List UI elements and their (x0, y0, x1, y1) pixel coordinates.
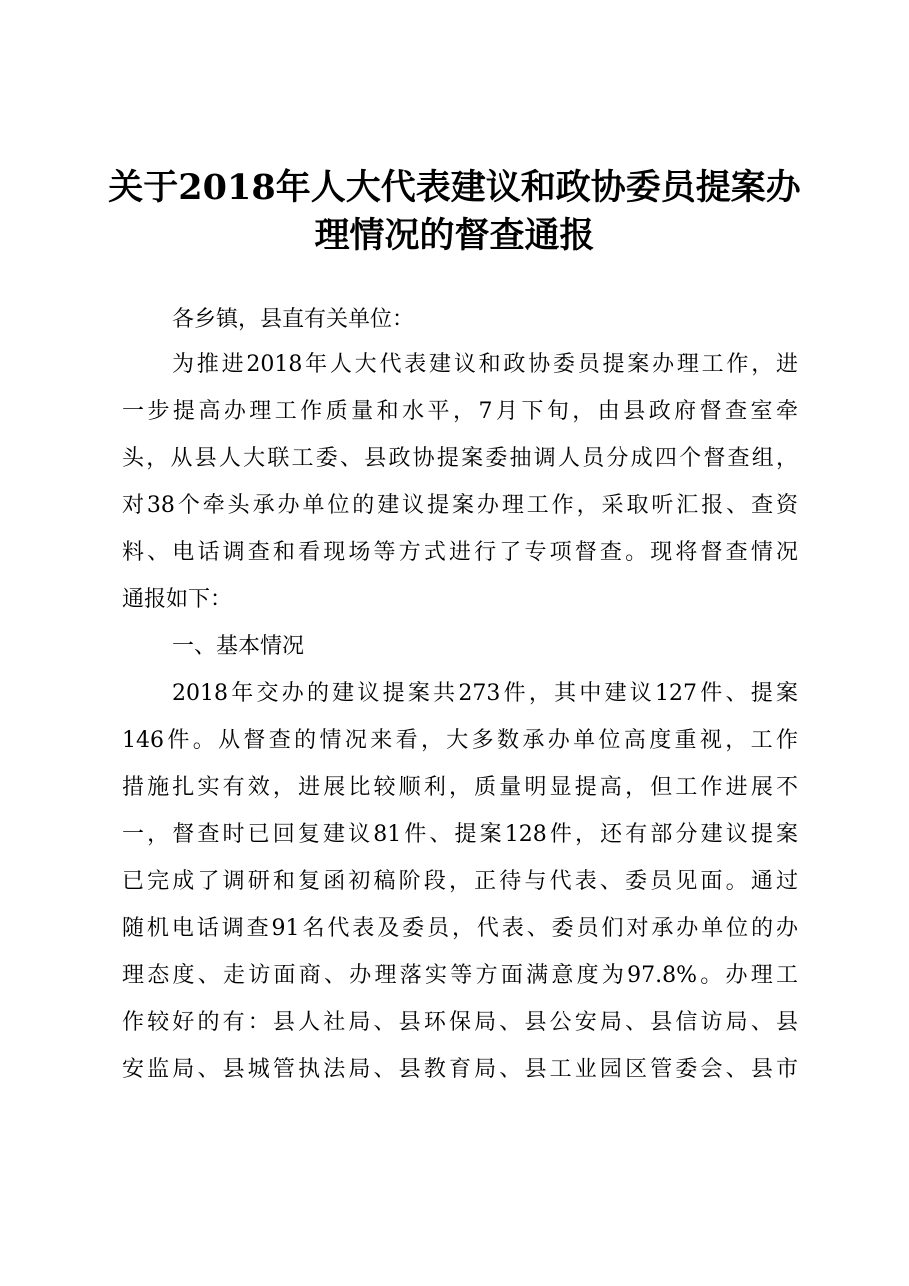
paragraph-2-line-5: 已完成了调研和复函初稿阶段，正待与代表、委员见面。通过 (122, 869, 798, 894)
section-heading-basic-situation: 一、基本情况 (172, 634, 305, 659)
salutation: 各乡镇，县直有关单位： (172, 307, 415, 332)
paragraph-1-line-6: 通报如下： (122, 587, 233, 612)
paragraph-1-line-5: 料、电话调查和看现场等方式进行了专项督查。现将督查情况 (122, 540, 798, 565)
paragraph-2-line-6: 随机电话调查91名代表及委员，代表、委员们对承办单位的办 (122, 916, 798, 941)
paragraph-2-line-1: 2018年交办的建议提案共273件，其中建议127件、提案 (172, 681, 798, 706)
paragraph-2-line-3: 措施扎实有效，进展比较顺利，质量明显提高，但工作进展不 (122, 775, 798, 800)
paragraph-1-line-1: 为推进2018年人大代表建议和政协委员提案办理工作，进 (172, 352, 798, 377)
paragraph-2-line-4: 一，督查时已回复建议81件、提案128件，还有部分建议提案 (122, 822, 798, 847)
paragraph-2-line-7: 理态度、走访面商、办理落实等方面满意度为97.8%。办理工 (122, 963, 798, 988)
paragraph-2-line-9: 安监局、县城管执法局、县教育局、县工业园区管委会、县市 (122, 1057, 798, 1082)
paragraph-1-line-3: 头，从县人大联工委、县政协提案委抽调人员分成四个督查组， (122, 446, 798, 471)
paragraph-1-line-2: 一步提高办理工作质量和水平，7月下旬，由县政府督查室牵 (122, 399, 798, 424)
paragraph-1-line-4: 对38个牵头承办单位的建议提案办理工作，采取听汇报、查资 (122, 493, 798, 518)
document-title-line-1: 关于2018年人大代表建议和政协委员提案办 (108, 167, 801, 208)
document-title-line-2: 理情况的督查通报 (314, 215, 595, 256)
paragraph-2-line-2: 146件。从督查的情况来看，大多数承办单位高度重视，工作 (122, 728, 798, 753)
paragraph-2-line-8: 作较好的有：县人社局、县环保局、县公安局、县信访局、县 (122, 1010, 798, 1035)
